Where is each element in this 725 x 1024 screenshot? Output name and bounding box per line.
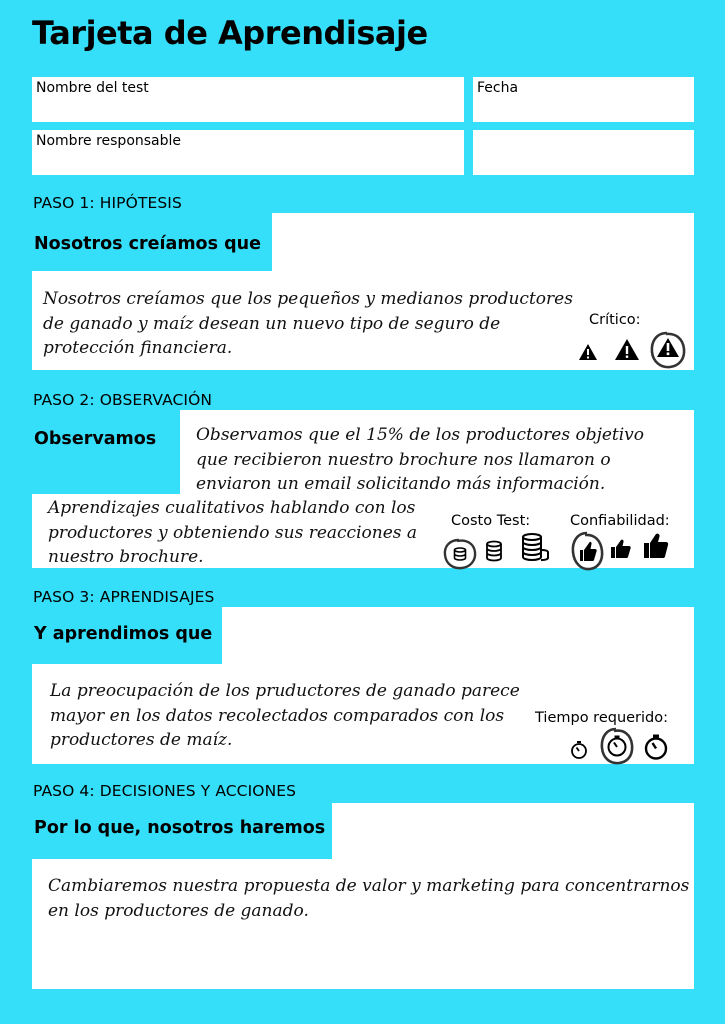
reliability-label: Confiabilidad: [570,513,670,529]
step1-tab: Nosotros creíamos que [32,213,272,271]
step4-heading: PASO 4: DECISIONES Y ACCIONES [33,782,297,800]
step2-observation-text: Observamos que el 15% de los productores objetivo que recibieron nuestro brochure nos llamaron o enviaron un email solicitando más información. [196,425,645,494]
step2-heading: PASO 2: OBSERVACIÓN [33,391,213,409]
stopwatch-icon-1[interactable] [570,740,588,760]
step4-tab: Por lo que, nosotros haremos [32,803,332,859]
thumbs-up-icon-1-selected[interactable] [570,530,604,572]
step1-heading: PASO 1: HIPÓTESIS [33,194,182,212]
thumbs-up-icon-3[interactable] [643,533,669,559]
step1-hypothesis-text: Nosotros creíamos que los pequeños y medianos productores de ganado y maíz desean un nuevo tipo de seguro de protección financiera. [43,289,573,358]
date-label: Fecha [477,80,519,96]
step3-heading: PASO 3: APRENDISAJES [33,588,215,606]
test-name-field[interactable] [32,77,464,122]
coin-stack-icon-2[interactable] [484,540,504,562]
step2-qualitative-text: Aprendizajes cualitativos hablando con los productores y obteniendo sus reacciones a nuestro brochure. [48,498,418,567]
warning-icon-3-selected[interactable] [650,331,686,369]
step3-tab: Y aprendimos que [32,607,222,664]
step2-tab: Observamos [32,410,180,494]
test-name-label: Nombre del test [36,80,149,96]
critical-label: Crítico: [589,312,641,328]
cost-test-label: Costo Test: [451,513,531,529]
warning-icon-2[interactable] [614,338,640,361]
step4-decision-text: Cambiaremos nuestra propuesta de valor y marketing para concentrarnos en los productores de ganado. [48,876,690,921]
time-required-label: Tiempo requerido: [535,710,668,726]
responsible-extra-field[interactable] [473,130,694,175]
warning-icon-1[interactable] [578,343,598,361]
coin-stack-icon-1-selected[interactable] [443,538,477,570]
thumbs-up-icon-2[interactable] [610,539,632,559]
stopwatch-icon-2-selected[interactable] [600,726,634,766]
responsible-name-label: Nombre responsable [36,133,182,149]
step3-learning-text: La preocupación de los pruductores de ganado parece mayor en los datos recolectados comparados con los productores de maíz. [50,681,520,750]
coin-stack-icon-3[interactable] [520,533,550,563]
card-title: Tarjeta de Aprendisaje [32,14,428,52]
date-field[interactable] [473,77,694,122]
stopwatch-icon-3[interactable] [643,733,669,761]
responsible-name-field[interactable] [32,130,464,175]
